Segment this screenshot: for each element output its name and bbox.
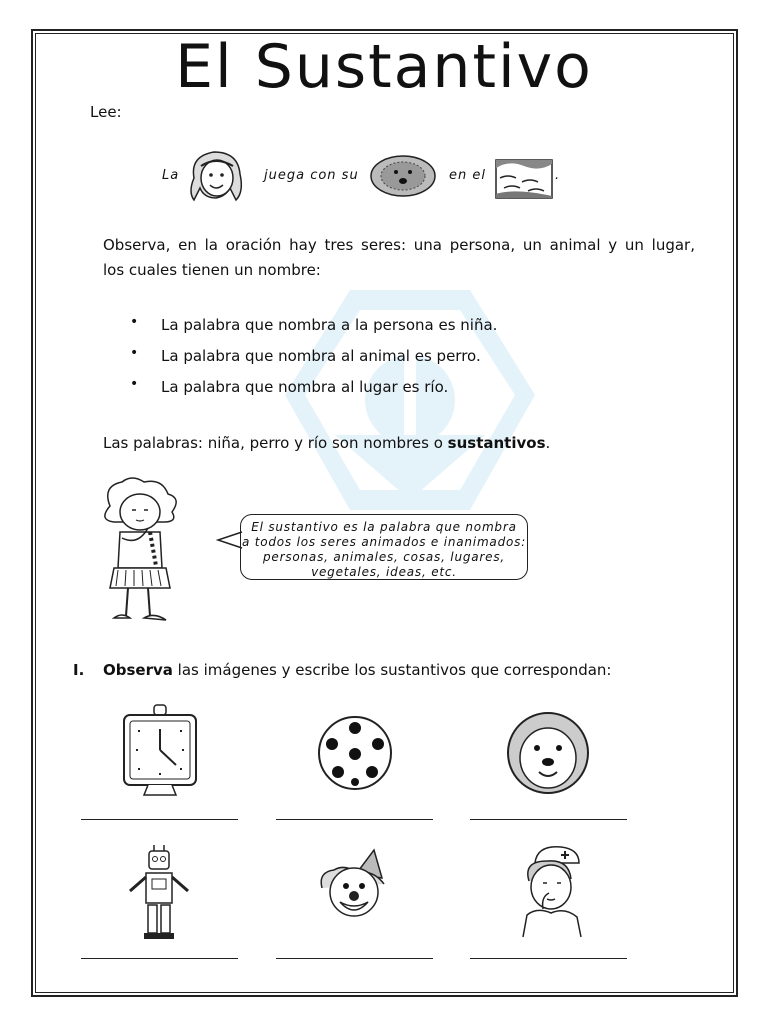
- ball-icon: [316, 714, 394, 792]
- conclusion-prefix: Las palabras: niña, perro y río son nombres o: [103, 434, 448, 452]
- conclusion-suffix: .: [545, 434, 551, 452]
- exercise-bold: Observa: [103, 661, 173, 679]
- bubble-line: El sustantivo es la palabra que nombra: [251, 520, 517, 534]
- bullet-icon: •: [130, 314, 139, 330]
- bubble-line: a todos los seres animados e inanimados:: [241, 535, 527, 549]
- definition-speech-bubble: [240, 514, 528, 580]
- intro-paragraph-line2: los cuales tienen un nombre:: [103, 261, 321, 279]
- clown-icon: [316, 848, 392, 924]
- dog-icon: [368, 152, 438, 200]
- girl-icon: [186, 148, 246, 206]
- conclusion-bold: sustantivos: [447, 434, 546, 452]
- list-item: La palabra que nombra al lugar es río.: [161, 378, 449, 396]
- monkey-icon: [505, 710, 591, 796]
- intro-paragraph-line1: Observa, en la oración hay tres seres: una persona, un animal y un lugar,: [103, 236, 695, 254]
- clock-icon: [118, 703, 202, 799]
- lee-label: Lee:: [90, 103, 122, 121]
- list-item: La palabra que nombra a la persona es niña.: [161, 316, 498, 334]
- bullet-icon: •: [130, 345, 139, 361]
- answer-line[interactable]: [470, 819, 627, 820]
- sentence-word-juega: juega con su: [264, 168, 359, 183]
- robot-icon: [124, 843, 194, 941]
- answer-line[interactable]: [81, 819, 238, 820]
- sentence-word-la: La: [162, 168, 180, 183]
- exercise-instructions: [103, 658, 611, 682]
- nurse-icon: [513, 843, 589, 939]
- bubble-line: vegetales, ideas, etc.: [311, 565, 457, 579]
- bullet-icon: •: [130, 376, 139, 392]
- page-title: El Sustantivo: [175, 32, 593, 102]
- river-icon: [494, 158, 554, 200]
- answer-line[interactable]: [276, 819, 433, 820]
- exercise-rest: las imágenes y escribe los sustantivos que correspondan:: [172, 661, 612, 679]
- list-item: La palabra que nombra al animal es perro.: [161, 347, 481, 365]
- conclusion-sentence: [103, 431, 550, 455]
- answer-line[interactable]: [470, 958, 627, 959]
- thinking-girl-icon: [92, 476, 188, 630]
- sentence-end: .: [555, 168, 561, 183]
- bubble-line: personas, animales, cosas, lugares,: [262, 550, 506, 564]
- sentence-word-en-el: en el: [449, 168, 486, 183]
- exercise-number: I.: [73, 661, 85, 679]
- answer-line[interactable]: [276, 958, 433, 959]
- answer-line[interactable]: [81, 958, 238, 959]
